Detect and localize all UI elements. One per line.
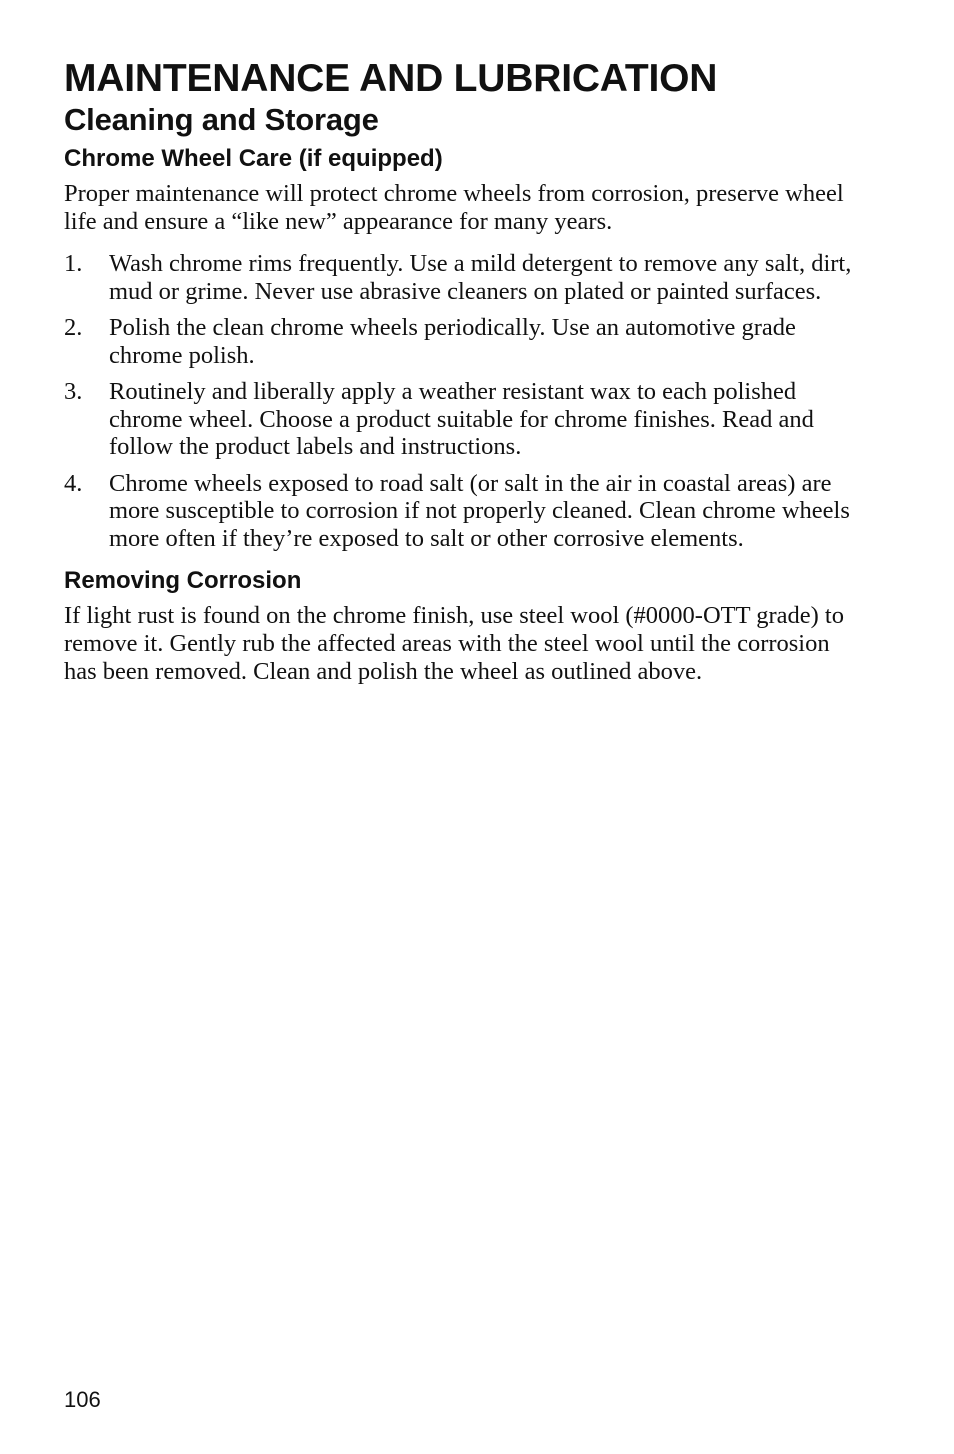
step-text: Chrome wheels exposed to road salt (or salt in the air in coastal areas) are more susceptible to corrosion if not properly cleaned. Clean chrome wheels more often if they’re exposed to salt or other corrosive elements.: [109, 469, 850, 552]
chrome-care-heading: Chrome Wheel Care (if equipped): [64, 145, 443, 172]
page-content: [64, 56, 864, 686]
page-number: 106: [64, 1387, 101, 1412]
step-item: [64, 314, 864, 369]
step-number: 2.: [64, 314, 83, 341]
step-text: Polish the clean chrome wheels periodically. Use an automotive grade chrome polish.: [109, 314, 796, 369]
step-text: Wash chrome rims frequently. Use a mild detergent to remove any salt, dirt, mud or grime. Never use abrasive cleaners on plated or painted surfaces.: [109, 250, 852, 305]
page-title: MAINTENANCE AND LUBRICATION: [64, 57, 718, 100]
chrome-care-intro: Proper maintenance will protect chrome wheels from corrosion, preserve wheel life and ensure a “like new” appearance for many years.: [64, 180, 844, 235]
section-title: Cleaning and Storage: [64, 102, 379, 137]
step-text: Routinely and liberally apply a weather resistant wax to each polished chrome wheel. Choose a product suitable for chrome finishes. Read and follow the product labels and instructions.: [109, 378, 814, 460]
step-number: 1.: [64, 250, 83, 277]
step-number: 4.: [64, 469, 83, 497]
step-item: [64, 470, 864, 553]
removing-corrosion-text: If light rust is found on the chrome finish, use steel wool (#0000-OTT grade) to remove it. Gently rub the affected areas with the steel wool until the corrosion has been removed. Clean and polish the wheel as outlined above.: [64, 602, 844, 685]
removing-corrosion-heading: Removing Corrosion: [64, 567, 302, 594]
step-number: 3.: [64, 378, 83, 405]
chrome-care-steps: [64, 250, 864, 552]
step-item: [64, 250, 864, 305]
step-item: [64, 378, 864, 461]
